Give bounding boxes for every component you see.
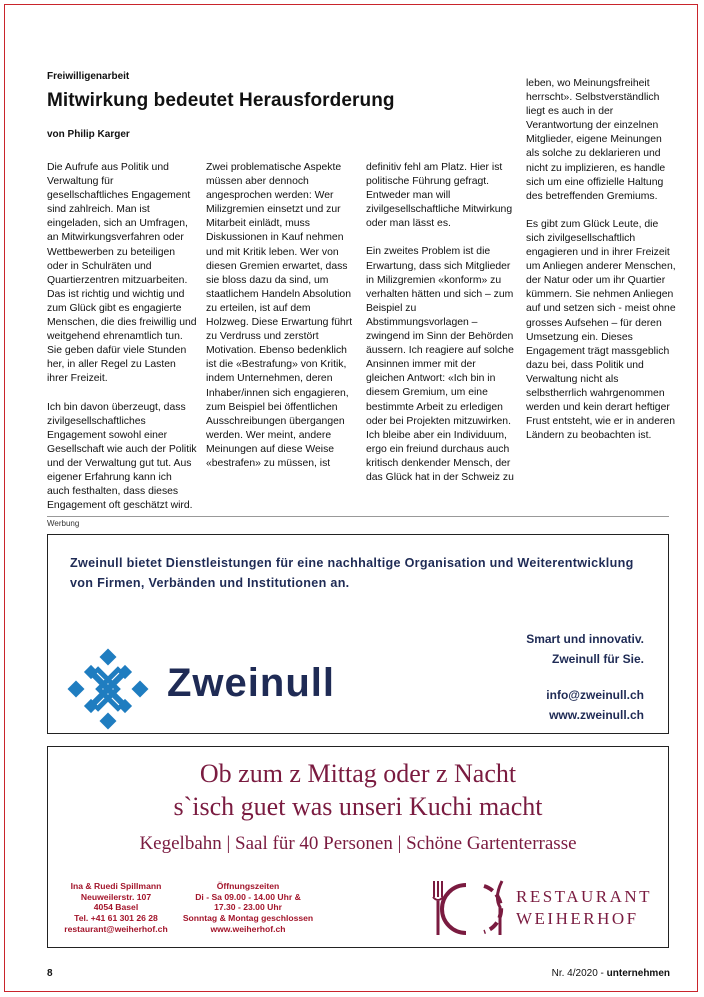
paragraph: leben, wo Meinungsfreiheit herrscht». Selbstverständlich liegt es auch in der Verantwortung der einzelnen Mitglieder, eigene Meinungen als solche zu deklarieren und nicht zu implizieren, es handle sich um eine offizielle Haltung des betreffenden Gremiums.	[526, 78, 666, 202]
restaurant-name	[516, 886, 652, 930]
restaurant-hours	[178, 881, 318, 935]
article-column-4	[526, 77, 676, 443]
paragraph: Ein zweites Problem ist die Erwartung, dass sich Mitglieder in Milizgremien «konform» zu verhalten hätten und sich – zum Beispiel zu Abstimmungsvorlagen – zwingend im Sinn der Behörden äussern. Ich reagiere auf solche Ansinnen immer mit der gleichen Antwort: «Ich bin in diesem Gremium, um eine bestimmte Arbeit zu erledigen oder bei Projekten mitzuwirken. Ich bleibe aber ein Individuum, ergo ein freiund durchaus auch kritisch denkender Mensch, der das Glück hat in der Schweiz zu	[366, 246, 514, 483]
address-line: 4054 Basel	[93, 902, 139, 913]
divider	[47, 516, 669, 517]
zweinull-web-link[interactable]: www.zweinull.ch	[549, 708, 644, 722]
restaurant-address	[56, 881, 176, 935]
web-link[interactable]: www.weiherhof.ch	[210, 923, 286, 934]
article-byline: von Philip Karger	[47, 129, 130, 140]
restaurant-slogan-1: Ob zum z Mittag oder z Nacht	[199, 759, 517, 788]
zweinull-headline: Zweinull bietet Dienstleistungen für eine nachhaltige Organisation und Weiterentwicklung von Firmen, Verbänden und Institutionen an.	[70, 556, 634, 590]
zweinull-email-link[interactable]: info@zweinull.ch	[546, 688, 644, 702]
address-line: Ina & Ruedi Spillmann	[70, 881, 162, 891]
zweinull-logo-icon	[66, 647, 150, 731]
zweinull-slogan: Smart und innovativ.	[526, 632, 644, 646]
paragraph: Die Aufrufe aus Politik und Verwaltung für gesellschaftliches Engagement sind zahlreich. Man ist eingeladen, sich an Umfragen, an Mitwirkungsverfahren oder Wettbewerben zu beteiligen oder in Schulräten und Quartierzentren mitzuarbeiten. Das ist richtig und wichtig und zum Glück gibt es engagierte Menschen, die dies freiwillig und weitgehend ehrenamtlich tun. Sie geben dafür viele Stunden her, in aller Regel zu Lasten ihrer Freizeit.	[47, 162, 197, 385]
paragraph: definitiv fehl am Platz. Hier ist politische Führung gefragt. Entweder man will zivilgesellschaftliche Mitwirkung oder man lässt es.	[366, 162, 513, 230]
restaurant-name-line: WEIHERHOF	[516, 909, 639, 928]
paragraph: Es gibt zum Glück Leute, die sich zivilgesellschaftlich engagieren und in ihrer Freizeit um Anliegen anderer Menschen, der Natur oder um ihr Quartier kümmern. Sie nehmen Anliegen auf und setzen sich - meist ohne grosses Aufsehen – für deren Umsetzung ein. Dieses Engagement trägt massgeblich dazu bei, dass Politik und Verwaltung nicht als selbstherrlich wahrgenommen werden und kein derart heftiger Frust entsteht, wie er in anderen Ländern zu beobachten ist.	[526, 218, 676, 442]
zweinull-contact	[526, 629, 644, 725]
paragraph: Ich bin davon überzeugt, dass zivilgesellschaftliches Engagement sowohl einer Gesellschaft wie auch der Politik und der Verwaltung gut tut. Aus eigener Erfahrung kann ich auch festhalten, dass dieses Engagement oft geschätzt wird.	[47, 401, 197, 512]
article-headline: Mitwirkung bedeutet Herausforderung	[47, 90, 395, 111]
email-link[interactable]: restaurant@weiherhof.ch	[64, 923, 168, 934]
hours-title: Öffnungszeiten	[216, 881, 280, 891]
zweinull-wordmark: Zweinull	[167, 661, 335, 705]
phone-number: Tel. +41 61 301 26 28	[74, 913, 158, 924]
restaurant-ad[interactable]	[47, 746, 669, 948]
hours-line: 17.30 - 23.00 Uhr	[214, 902, 282, 913]
article-column-1	[47, 161, 197, 513]
page-number: 8	[47, 968, 53, 979]
paragraph: Zwei problematische Aspekte müssen aber dennoch angesprochen werden: Wer Milizgremien einsetzt und zur Mitarbeit einlädt, muss Diskussionen in Kauf nehmen und mit Kritik leben. Wer von diesen Gremien erwartet, dass sie bloss dazu da sind, um staatlichem Handeln Absolution zu erteilen, ist auf dem Holzweg. Diese Erwartung führt zu Verdruss und zerstört Motivation. Ebenso bedenklich ist die «Bestrafung» von Kritik, indem Unternehmen, deren Inhaber/innen sich engagieren, zum Beispiel bei öffentlichen Ausschreibungen übergangen werden. Wer meint, andere Meinungen auf diese Weise «bestrafen» zu müssen, ist	[206, 162, 353, 469]
publication-name: unternehmen	[606, 968, 670, 979]
article-kicker: Freiwilligenarbeit	[47, 71, 130, 82]
issue-label	[552, 968, 670, 979]
article-column-2	[206, 161, 356, 471]
article-column-3	[366, 161, 516, 485]
restaurant-features: Kegelbahn | Saal für 40 Personen | Schöne Gartenterrasse	[139, 833, 577, 854]
issue-number: Nr. 4/2020 -	[551, 968, 607, 979]
zweinull-ad[interactable]	[47, 534, 669, 734]
restaurant-name-line: RESTAURANT	[516, 887, 653, 906]
hours-line: Sonntag & Montag geschlossen	[182, 913, 314, 924]
ad-label: Werbung	[47, 519, 80, 528]
restaurant-slogan-2: s`isch guet was unseri Kuchi macht	[173, 792, 543, 821]
cutlery-plate-icon	[428, 877, 508, 939]
address-line: Neuweilerstr. 107	[80, 891, 152, 902]
zweinull-slogan: Zweinull für Sie.	[551, 652, 644, 666]
hours-line: Di - Sa 09.00 - 14.00 Uhr &	[195, 891, 301, 902]
